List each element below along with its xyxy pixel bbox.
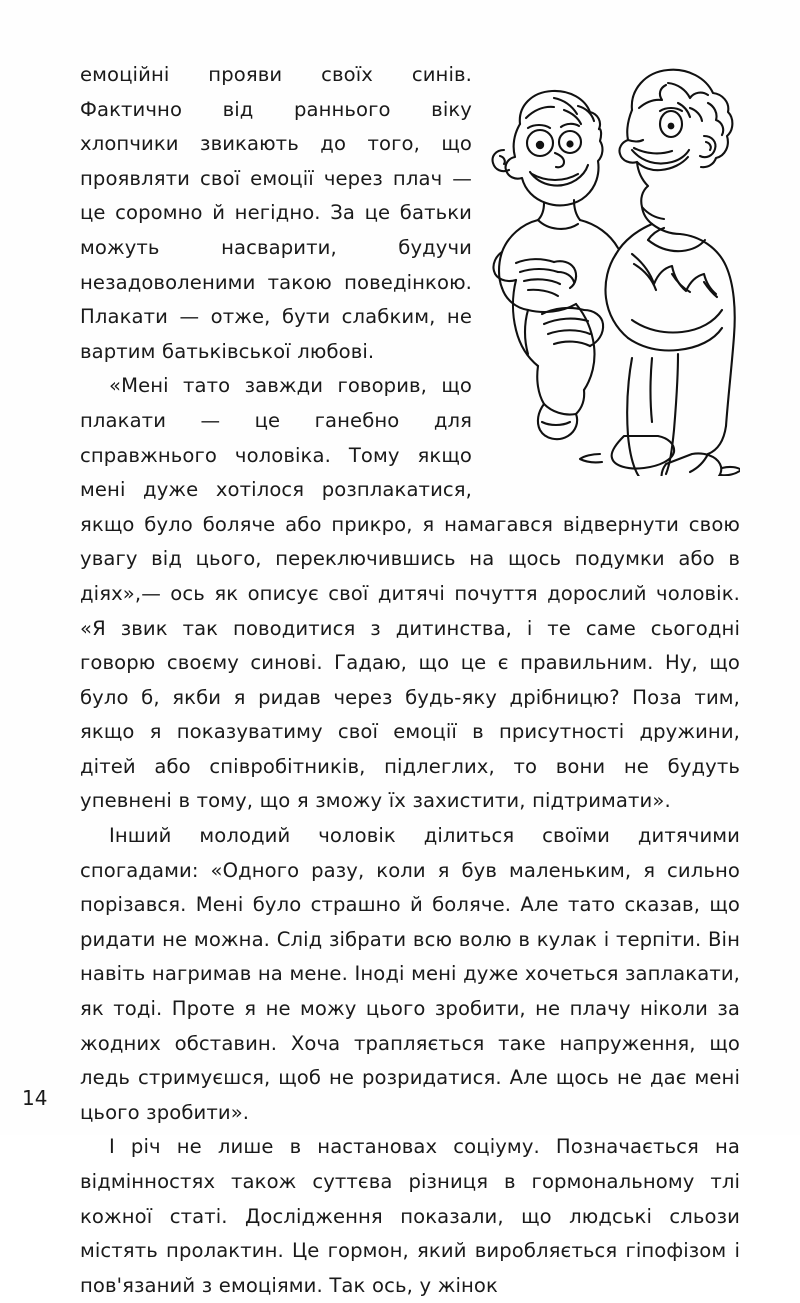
page-number: 14 (22, 1086, 48, 1110)
paragraph-2: «Мені тато завжди говорив, що плакати — це ганебно для справжнього чоловіка. Тому якщо мені дуже хотілося розплакатися, якщо було боляче або прикро, я намагався відвернути свою увагу від цього, переключившись на щось подумки або в діях»,— ось як описує свої дитячі почуття дорослий чоловік. «Я звик так поводитися з дитинства, і те саме сьогодні говорю своєму синові. Гадаю, що це є правильним. Ну, що було б, якби я ридав через будь-яку дрібницю? Поза тим, якщо я показуватиму свої емоції в присутності дружини, дітей або співробітників, підлеглих, то вони не будуть упевнені в тому, що я зможу їх захистити, підтримати». (80, 374, 740, 813)
paragraph-4: І річ не лише в настановах соціуму. Позначається на відмінностях також суттєва різниця в гормональному тлі кожної статі. Дослідження показали, що людські сльози містять пролактин. Це гормон, який виробляється гіпофізом і пов'язаний з емоціями. Так ось, у жінок (80, 1135, 740, 1297)
paragraph-1: емоційні прояви своїх синів. Фактично від раннього віку хлопчики звикають до того, що проявляти свої емоції через плач — це соромно й негідно. За це батьки можуть насварити, будучи незадоволеними такою поведінкою. Плакати — отже, бути слабким, не вартим батьківської любові. (80, 63, 472, 363)
page-text-column (80, 58, 740, 1303)
father-holding-child-illustration (482, 58, 740, 476)
illustration-svg (482, 58, 740, 476)
paragraph-3: Інший молодий чоловік ділиться своїми дитячими спогадами: «Одного разу, коли я був маленьким, я сильно порізався. Мені було страшно й боляче. Але тато сказав, що ридати не можна. Слід зібрати всю волю в кулак і терпіти. Він навіть нагримав на мене. Іноді мені дуже хочеться заплакати, як тоді. Проте я не можу цього зробити, не плачу ніколи за жодних обставин. Хоча трапляється таке напруження, що ледь стримуєшся, щоб не розридатися. Але щось не дає мені цього зробити». (80, 824, 740, 1124)
